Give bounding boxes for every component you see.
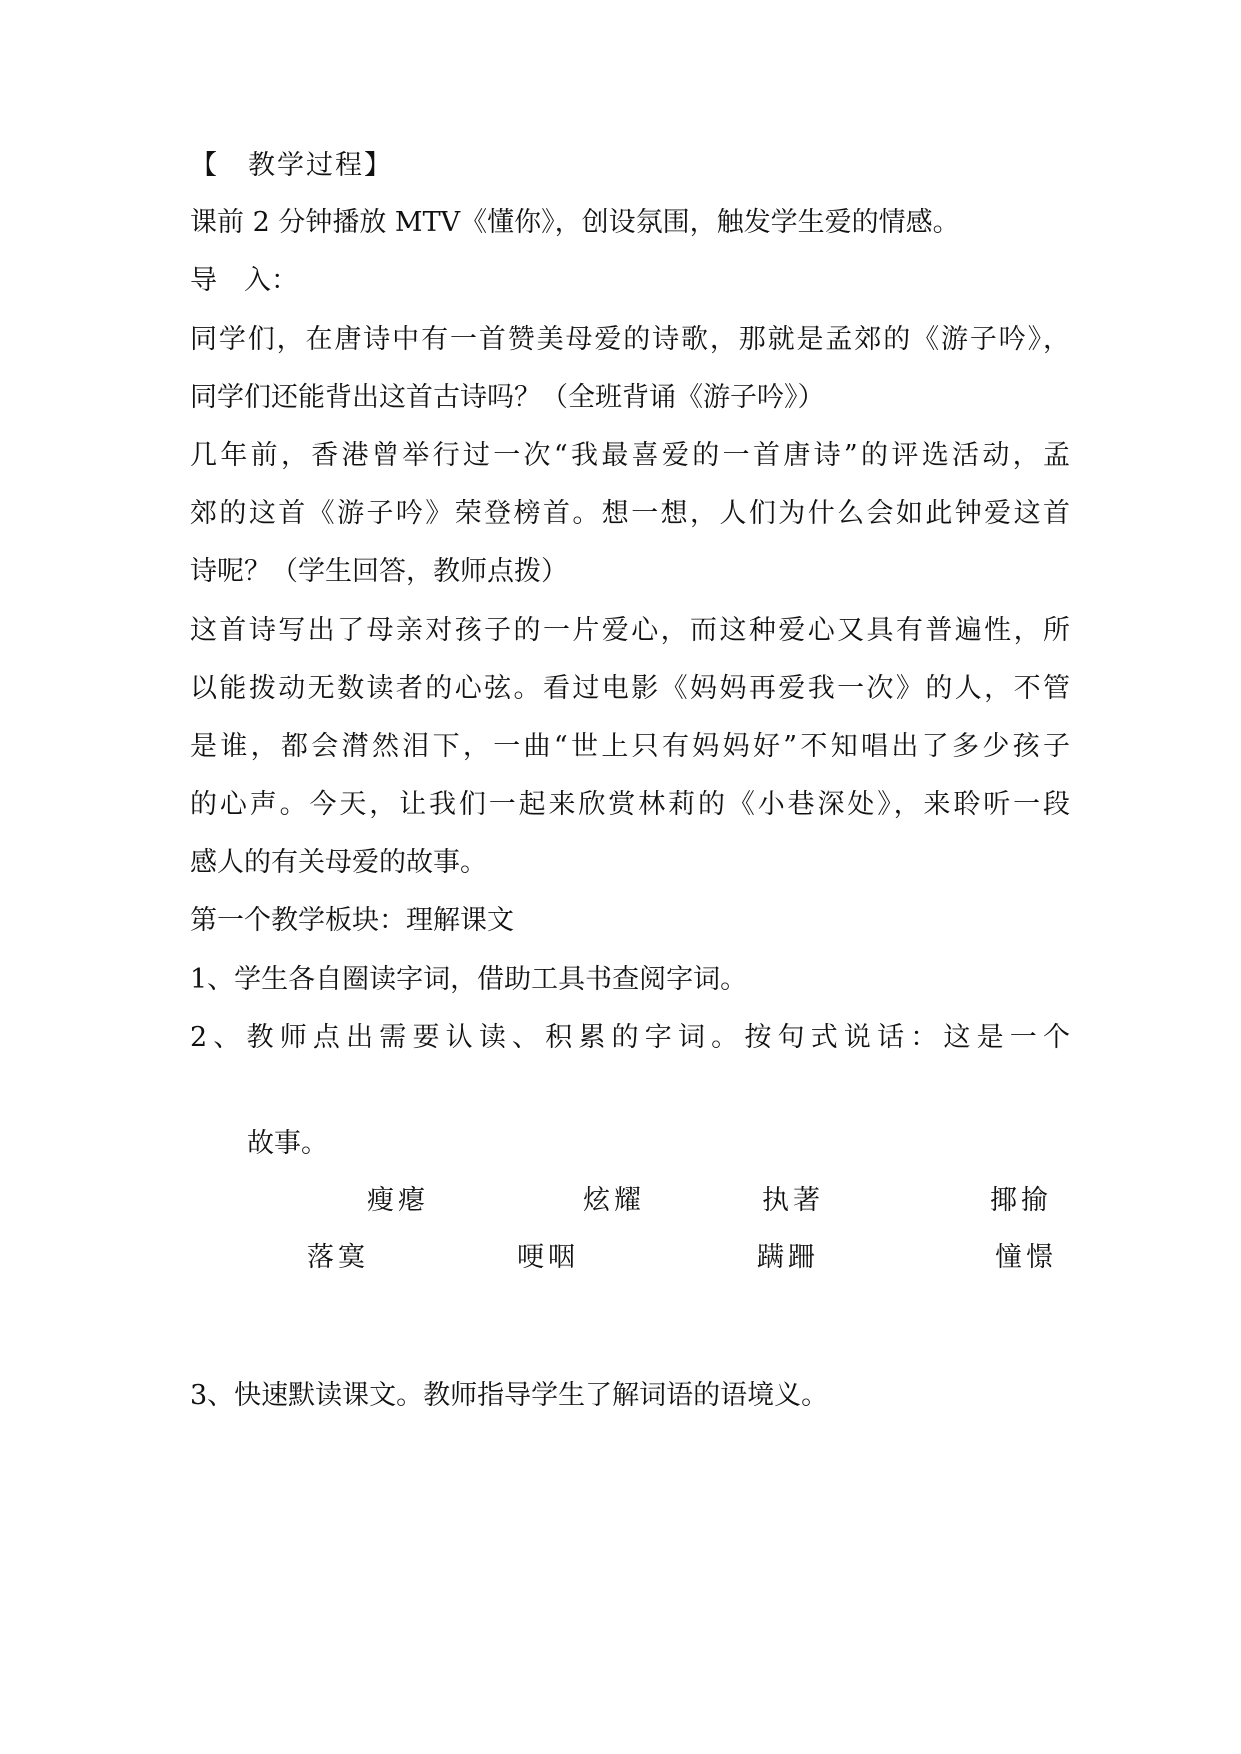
paragraph-line: 感人的有关母爱的故事。 [190,847,487,878]
intro-heading: 导 入： [190,265,298,296]
paragraph-line: 课前 2 分钟播放 MTV《懂你》，创设氛围，触发学生爱的情感。 [190,207,960,238]
vocab-word: 哽咽 [517,1242,579,1273]
vocab-word: 执著 [762,1185,824,1216]
subsection-heading: 第一个教学板块：理解课文 [190,905,514,936]
section-title: 【 教学过程】 [190,150,393,181]
list-item: 1、学生各自圈读字词，借助工具书查阅字词。 [190,964,748,995]
paragraph-line: 同学们，在唐诗中有一首赞美母爱的诗歌，那就是孟郊的《游子吟》， [190,324,1070,355]
paragraph-line: 诗呢？（学生回答，教师点拨） [190,556,568,587]
paragraph-line: 郊的这首《游子吟》荣登榜首。想一想，人们为什么会如此钟爱这首 [190,498,1070,529]
paragraph-line: 同学们还能背出这首古诗吗？（全班背诵《游子吟》） [190,382,825,413]
vocab-word: 蹒跚 [757,1242,819,1273]
vocab-word: 瘦瘪 [367,1185,429,1216]
vocab-word: 落寞 [307,1242,369,1273]
vocab-word: 揶揄 [990,1185,1052,1216]
list-item: 3、快速默读课文。教师指导学生了解词语的语境义。 [190,1380,829,1411]
paragraph-line: 的心声。今天，让我们一起来欣赏林莉的《小巷深处》，来聆听一段 [190,789,1070,820]
sentence-continuation: 故事。 [247,1128,328,1159]
list-item: 2、教师点出需要认读、积累的字词。按句式说话：这是一个 [190,1022,1070,1053]
vocab-word: 憧憬 [995,1242,1057,1273]
paragraph-line: 这首诗写出了母亲对孩子的一片爱心，而这种爱心又具有普遍性，所 [190,615,1070,646]
paragraph-line: 是谁，都会潸然泪下，一曲“世上只有妈妈好”不知唱出了多少孩子 [190,731,1070,762]
paragraph-line: 以能拨动无数读者的心弦。看过电影《妈妈再爱我一次》的人，不管 [190,673,1070,704]
paragraph-line: 几年前，香港曾举行过一次“我最喜爱的一首唐诗”的评选活动，孟 [190,440,1070,471]
vocab-word: 炫耀 [583,1185,645,1216]
